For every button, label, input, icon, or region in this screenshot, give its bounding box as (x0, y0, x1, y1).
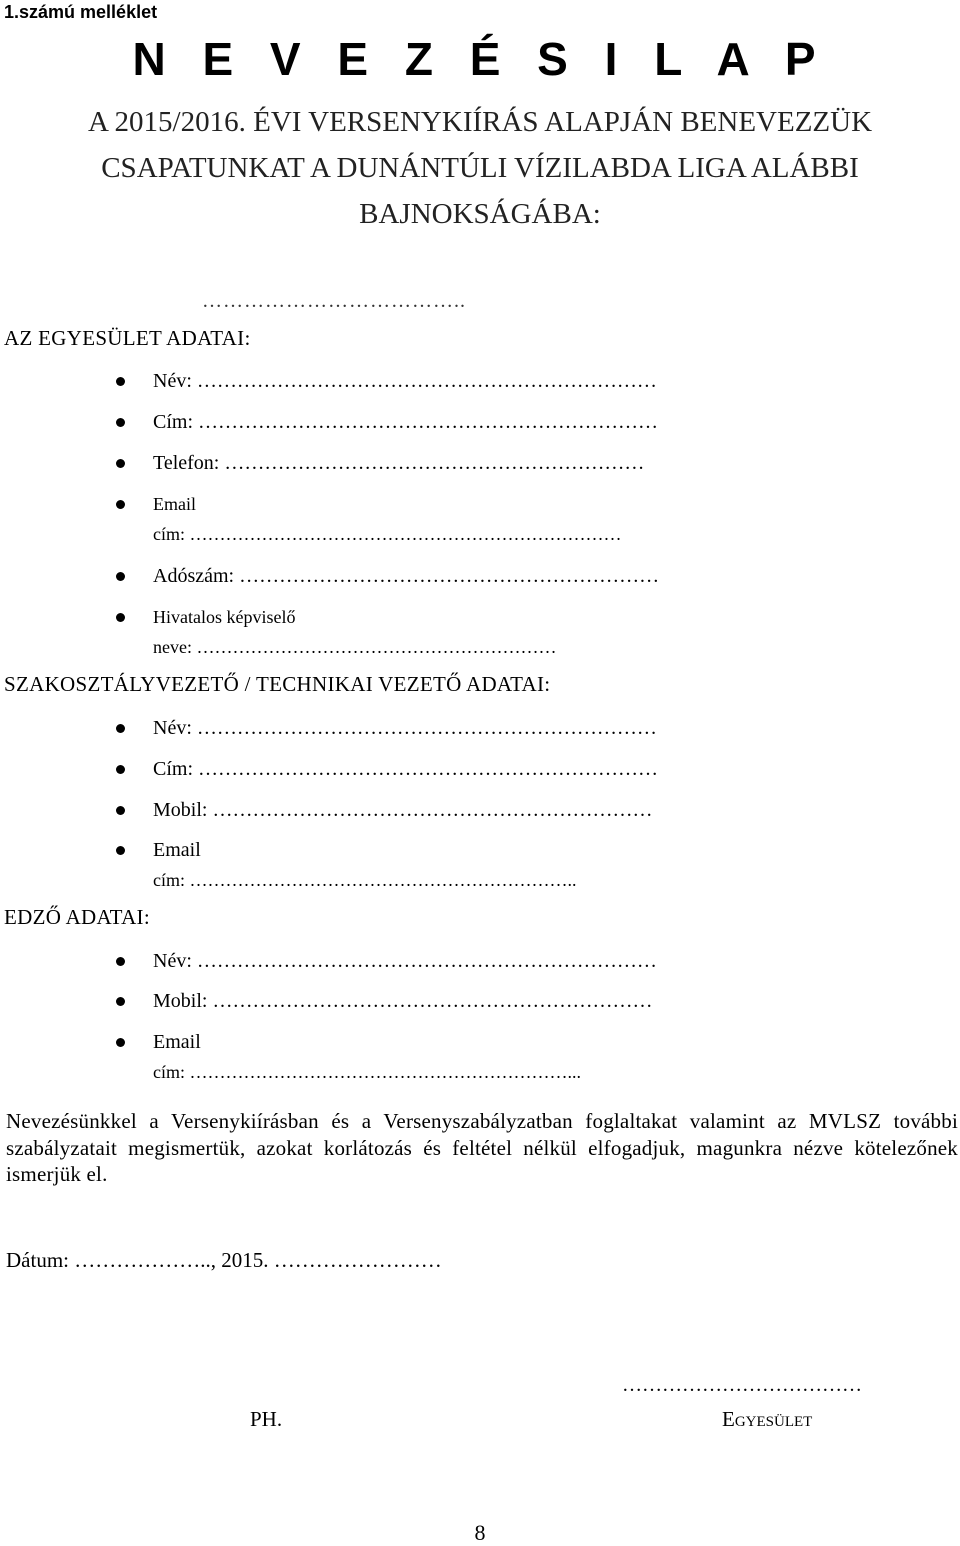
club-phone-field: Telefon: ……………………………………………………… (153, 452, 645, 474)
bullet-icon (116, 765, 125, 774)
bullet-icon (116, 806, 125, 815)
declaration-paragraph: Nevezésünkkel a Versenykiírásban és a Versenyszabályzatban foglaltakat valamint az MVLSZ további szabályzatait megismertük, azokat korlátozás és feltétel nélkül elfogadjuk, magunkra nézve kötelezőnek ismerjük el. (6, 1109, 958, 1186)
bullet-icon (116, 500, 125, 509)
coach-mobile-field: Mobil: ………………………………………………………… (153, 990, 653, 1012)
coach-section-heading: EDZŐ ADATAI: (4, 905, 150, 929)
intro-line-1: A 2015/2016. ÉVI VERSENYKIÍRÁS ALAPJÁN BENEVEZZÜK (87, 106, 873, 138)
club-name-field: Név: …………………………………………………………… (153, 370, 657, 392)
coach-email-label: Email (153, 1031, 201, 1053)
club-section-heading: AZ EGYESÜLET ADATAI: (4, 326, 251, 350)
manager-email-label: Email (153, 839, 201, 861)
signature-line: ……………………………… (622, 1374, 862, 1396)
annex-label: 1.számú melléklet (4, 2, 158, 22)
bullet-icon (116, 957, 125, 966)
team-name-line: ……………………………….. (202, 290, 466, 312)
bullet-icon (116, 377, 125, 386)
bullet-icon (116, 613, 125, 622)
page-number: 8 (474, 1520, 486, 1545)
intro-line-2: CSAPATUNKAT A DUNÁNTÚLI VÍZILABDA LIGA ALÁBBI (101, 152, 859, 184)
coach-name-field: Név: …………………………………………………………… (153, 950, 657, 972)
bullet-icon (116, 997, 125, 1006)
date-line: Dátum: ……………….., 2015. …………………… (6, 1248, 442, 1272)
manager-address-field: Cím: …………………………………………………………… (153, 758, 659, 780)
bullet-icon (116, 724, 125, 733)
coach-email-field: cím: ………………………………………………………... (153, 1062, 581, 1082)
bullet-icon (116, 459, 125, 468)
club-email-field: cím: ……………………………………………………………… (153, 524, 622, 544)
club-signature-label: Egyesület (722, 1407, 813, 1431)
manager-mobile-field: Mobil: ………………………………………………………… (153, 799, 653, 821)
manager-name-field: Név: …………………………………………………………… (153, 717, 657, 739)
club-representative-label: Hivatalos képviselő (153, 607, 296, 627)
club-representative-field: neve: …………………………………………………… (153, 637, 557, 657)
bullet-icon (116, 1038, 125, 1047)
manager-email-field: cím: ……………………………………………………….. (153, 870, 577, 890)
stamp-label: PH. (250, 1407, 283, 1431)
club-tax-number-field: Adószám: ……………………………………………………… (153, 565, 660, 587)
bullet-icon (116, 846, 125, 855)
manager-section-heading: SZAKOSZTÁLYVEZETŐ / TECHNIKAI VEZETŐ ADATAI: (4, 672, 551, 696)
page-title: N E V E Z É S I L A P (132, 33, 828, 85)
intro-line-3: BAJNOKSÁGÁBA: (359, 198, 601, 230)
club-address-field: Cím: …………………………………………………………… (153, 411, 659, 433)
bullet-icon (116, 418, 125, 427)
club-email-label: Email (153, 494, 196, 514)
bullet-icon (116, 572, 125, 581)
